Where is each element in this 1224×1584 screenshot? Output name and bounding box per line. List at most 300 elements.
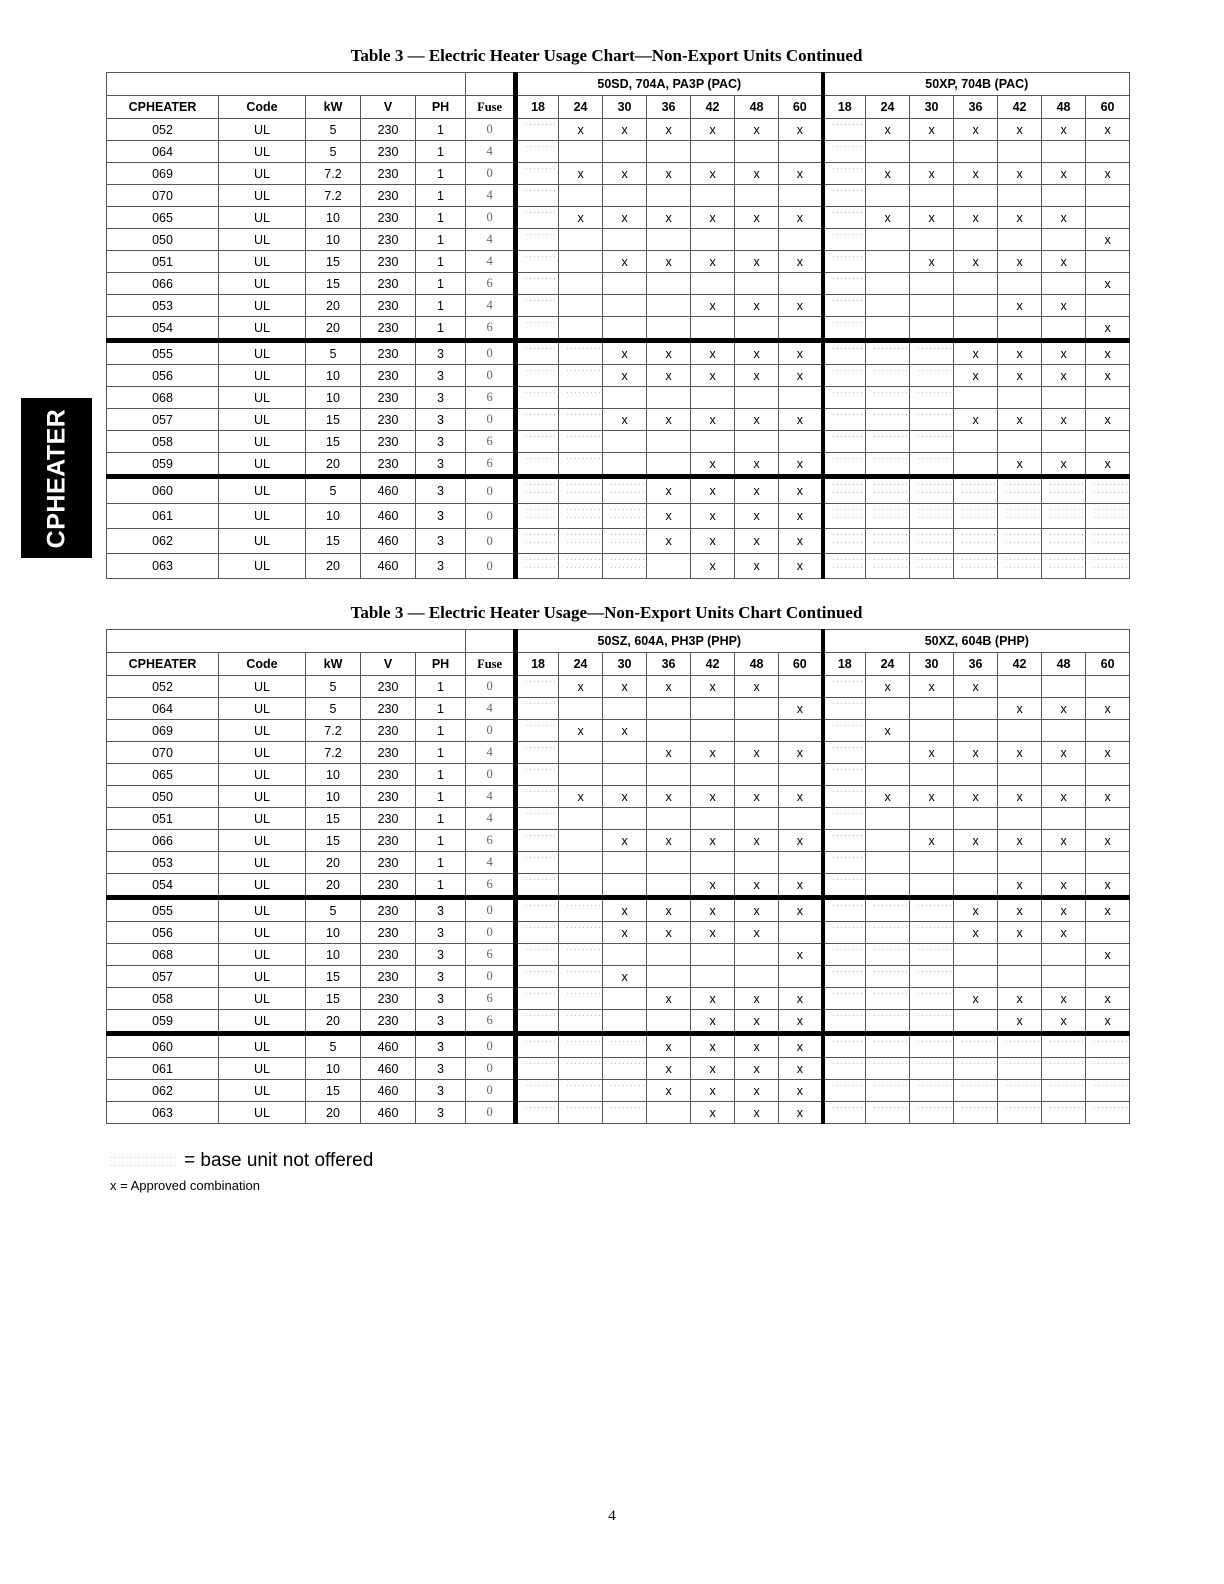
approved-mark: x xyxy=(954,365,998,387)
empty-cell xyxy=(1042,387,1086,409)
empty-cell xyxy=(559,698,603,720)
approved-mark: x xyxy=(998,409,1042,431)
heater-cell: 062 xyxy=(107,529,219,554)
approved-mark: x xyxy=(603,207,647,229)
not-offered-cell xyxy=(910,1102,954,1124)
kw-cell: 5 xyxy=(306,477,361,504)
kw-cell: 5 xyxy=(306,1034,361,1058)
approved-mark: x xyxy=(691,504,735,529)
phase-cell: 1 xyxy=(416,764,466,786)
empty-cell xyxy=(779,764,823,786)
group-a-header: 50SD, 704A, PA3P (PAC) xyxy=(516,73,823,96)
not-offered-cell xyxy=(823,295,866,317)
approved-mark: x xyxy=(735,207,779,229)
volt-cell: 230 xyxy=(361,676,416,698)
approved-mark: x xyxy=(998,742,1042,764)
column-header: 42 xyxy=(998,96,1042,119)
approved-mark: x xyxy=(647,830,691,852)
kw-cell: 10 xyxy=(306,1058,361,1080)
not-offered-cell xyxy=(516,1058,559,1080)
fuse-cell: 4 xyxy=(466,698,516,720)
section-side-tab xyxy=(21,398,92,558)
code-cell: UL xyxy=(219,720,306,742)
table-row xyxy=(107,808,1130,830)
header-blank-fuse xyxy=(466,73,516,96)
empty-cell xyxy=(954,185,998,207)
approved-mark: x xyxy=(779,898,823,922)
empty-cell xyxy=(559,273,603,295)
not-offered-cell xyxy=(910,1058,954,1080)
empty-cell xyxy=(866,830,910,852)
approved-mark: x xyxy=(691,874,735,898)
approved-mark: x xyxy=(603,409,647,431)
approved-mark: x xyxy=(647,119,691,141)
heater-cell: 063 xyxy=(107,1102,219,1124)
table-row xyxy=(107,786,1130,808)
not-offered-cell xyxy=(823,1010,866,1034)
volt-cell: 460 xyxy=(361,1058,416,1080)
approved-mark: x xyxy=(691,365,735,387)
approved-mark: x xyxy=(647,922,691,944)
approved-mark: x xyxy=(779,944,823,966)
empty-cell xyxy=(866,251,910,273)
code-cell: UL xyxy=(219,944,306,966)
empty-cell xyxy=(910,874,954,898)
table-row xyxy=(107,966,1130,988)
approved-mark: x xyxy=(735,365,779,387)
heater-cell: 065 xyxy=(107,764,219,786)
not-offered-cell xyxy=(954,504,998,529)
approved-mark: x xyxy=(779,251,823,273)
not-offered-cell xyxy=(910,504,954,529)
approved-mark: x xyxy=(998,119,1042,141)
fuse-cell: 6 xyxy=(466,988,516,1010)
not-offered-cell xyxy=(559,1102,603,1124)
approved-mark: x xyxy=(1086,365,1130,387)
not-offered-cell xyxy=(559,966,603,988)
heater-cell: 055 xyxy=(107,898,219,922)
empty-cell xyxy=(954,317,998,341)
not-offered-cell xyxy=(516,1010,559,1034)
column-header: 24 xyxy=(559,653,603,676)
not-offered-cell xyxy=(866,922,910,944)
approved-mark: x xyxy=(998,453,1042,477)
column-header: PH xyxy=(416,96,466,119)
table-row xyxy=(107,1034,1130,1058)
not-offered-cell xyxy=(1042,1034,1086,1058)
heater-cell: 053 xyxy=(107,295,219,317)
table-row xyxy=(107,720,1130,742)
heater-cell: 050 xyxy=(107,786,219,808)
not-offered-cell xyxy=(910,409,954,431)
not-offered-cell xyxy=(1086,477,1130,504)
approved-mark: x xyxy=(779,554,823,579)
approved-mark: x xyxy=(910,251,954,273)
not-offered-cell xyxy=(1042,1058,1086,1080)
not-offered-cell xyxy=(1042,477,1086,504)
not-offered-cell xyxy=(559,1034,603,1058)
volt-cell: 230 xyxy=(361,453,416,477)
not-offered-cell xyxy=(603,529,647,554)
volt-cell: 230 xyxy=(361,251,416,273)
empty-cell xyxy=(779,676,823,698)
kw-cell: 15 xyxy=(306,808,361,830)
table-row xyxy=(107,742,1130,764)
kw-cell: 7.2 xyxy=(306,163,361,185)
kw-cell: 15 xyxy=(306,251,361,273)
heater-cell: 054 xyxy=(107,317,219,341)
empty-cell xyxy=(603,764,647,786)
not-offered-cell xyxy=(516,808,559,830)
heater-cell: 057 xyxy=(107,966,219,988)
approved-mark: x xyxy=(954,163,998,185)
empty-cell xyxy=(603,1010,647,1034)
heater-cell: 061 xyxy=(107,504,219,529)
table-row xyxy=(107,341,1130,365)
fuse-cell: 0 xyxy=(466,676,516,698)
side-tab-label: CPHEATER xyxy=(42,408,71,548)
not-offered-cell xyxy=(823,341,866,365)
fuse-cell: 0 xyxy=(466,554,516,579)
empty-cell xyxy=(735,966,779,988)
volt-cell: 230 xyxy=(361,742,416,764)
empty-cell xyxy=(735,317,779,341)
not-offered-cell xyxy=(823,1102,866,1124)
code-cell: UL xyxy=(219,1010,306,1034)
volt-cell: 460 xyxy=(361,1080,416,1102)
not-offered-cell xyxy=(516,874,559,898)
approved-mark: x xyxy=(1042,1010,1086,1034)
approved-mark: x xyxy=(1042,453,1086,477)
approved-mark: x xyxy=(735,676,779,698)
approved-mark: x xyxy=(735,409,779,431)
empty-cell xyxy=(691,229,735,251)
approved-mark: x xyxy=(1086,786,1130,808)
empty-cell xyxy=(910,808,954,830)
code-cell: UL xyxy=(219,273,306,295)
empty-cell xyxy=(559,229,603,251)
approved-mark: x xyxy=(691,251,735,273)
approved-mark: x xyxy=(779,295,823,317)
approved-mark: x xyxy=(647,163,691,185)
not-offered-cell xyxy=(910,365,954,387)
not-offered-cell xyxy=(954,1058,998,1080)
empty-cell xyxy=(910,720,954,742)
legend xyxy=(110,1150,373,1193)
approved-mark: x xyxy=(1042,295,1086,317)
code-cell: UL xyxy=(219,852,306,874)
code-cell: UL xyxy=(219,295,306,317)
empty-cell xyxy=(779,852,823,874)
fuse-cell: 4 xyxy=(466,852,516,874)
phase-cell: 3 xyxy=(416,477,466,504)
fuse-cell: 4 xyxy=(466,141,516,163)
empty-cell xyxy=(691,852,735,874)
approved-mark: x xyxy=(1086,698,1130,720)
approved-mark: x xyxy=(691,529,735,554)
column-header: 18 xyxy=(823,96,866,119)
approved-mark: x xyxy=(998,1010,1042,1034)
table-row xyxy=(107,317,1130,341)
heater-cell: 056 xyxy=(107,365,219,387)
not-offered-cell xyxy=(910,431,954,453)
column-header: CPHEATER xyxy=(107,653,219,676)
not-offered-cell xyxy=(516,676,559,698)
empty-cell xyxy=(647,764,691,786)
heater-cell: 069 xyxy=(107,720,219,742)
empty-cell xyxy=(647,1010,691,1034)
empty-cell xyxy=(1086,676,1130,698)
empty-cell xyxy=(779,808,823,830)
code-cell: UL xyxy=(219,676,306,698)
not-offered-cell xyxy=(866,341,910,365)
empty-cell xyxy=(779,922,823,944)
empty-cell xyxy=(910,185,954,207)
phase-cell: 3 xyxy=(416,1102,466,1124)
code-cell: UL xyxy=(219,988,306,1010)
volt-cell: 230 xyxy=(361,431,416,453)
approved-mark: x xyxy=(735,874,779,898)
volt-cell: 460 xyxy=(361,477,416,504)
phase-cell: 3 xyxy=(416,341,466,365)
fuse-cell: 4 xyxy=(466,786,516,808)
volt-cell: 230 xyxy=(361,365,416,387)
empty-cell xyxy=(779,273,823,295)
approved-mark: x xyxy=(779,1010,823,1034)
column-header: 48 xyxy=(735,96,779,119)
empty-cell xyxy=(735,141,779,163)
empty-cell xyxy=(998,852,1042,874)
empty-cell xyxy=(691,698,735,720)
code-cell: UL xyxy=(219,365,306,387)
empty-cell xyxy=(1042,185,1086,207)
empty-cell xyxy=(691,720,735,742)
not-offered-cell xyxy=(910,988,954,1010)
empty-cell xyxy=(559,742,603,764)
not-offered-cell xyxy=(516,898,559,922)
volt-cell: 230 xyxy=(361,944,416,966)
empty-cell xyxy=(1086,852,1130,874)
column-header: 42 xyxy=(691,653,735,676)
volt-cell: 230 xyxy=(361,317,416,341)
table-row xyxy=(107,922,1130,944)
not-offered-cell xyxy=(866,1102,910,1124)
code-cell: UL xyxy=(219,251,306,273)
empty-cell xyxy=(603,742,647,764)
not-offered-cell xyxy=(866,409,910,431)
empty-cell xyxy=(603,852,647,874)
approved-mark: x xyxy=(603,341,647,365)
empty-cell xyxy=(559,852,603,874)
header-blank xyxy=(107,630,466,653)
empty-cell xyxy=(779,185,823,207)
approved-mark: x xyxy=(1042,341,1086,365)
empty-cell xyxy=(866,742,910,764)
empty-cell xyxy=(691,431,735,453)
approved-mark: x xyxy=(779,830,823,852)
approved-mark: x xyxy=(1086,453,1130,477)
not-offered-cell xyxy=(823,852,866,874)
not-offered-cell xyxy=(866,1058,910,1080)
not-offered-cell xyxy=(559,431,603,453)
phase-cell: 1 xyxy=(416,207,466,229)
approved-mark: x xyxy=(603,898,647,922)
approved-mark: x xyxy=(998,874,1042,898)
table-row xyxy=(107,874,1130,898)
kw-cell: 10 xyxy=(306,387,361,409)
fuse-cell: 0 xyxy=(466,207,516,229)
approved-mark: x xyxy=(1086,341,1130,365)
heater-usage-table xyxy=(106,72,1130,579)
empty-cell xyxy=(1042,273,1086,295)
phase-cell: 1 xyxy=(416,874,466,898)
not-offered-cell xyxy=(954,554,998,579)
approved-mark: x xyxy=(779,207,823,229)
approved-mark: x xyxy=(998,295,1042,317)
fuse-cell: 0 xyxy=(466,720,516,742)
approved-mark: x xyxy=(691,898,735,922)
not-offered-cell xyxy=(910,944,954,966)
not-offered-cell xyxy=(823,273,866,295)
code-cell: UL xyxy=(219,786,306,808)
empty-cell xyxy=(910,229,954,251)
empty-cell xyxy=(603,431,647,453)
empty-cell xyxy=(603,698,647,720)
code-cell: UL xyxy=(219,431,306,453)
not-offered-cell xyxy=(823,830,866,852)
fuse-cell: 0 xyxy=(466,966,516,988)
fuse-cell: 4 xyxy=(466,295,516,317)
not-offered-cell xyxy=(516,273,559,295)
approved-mark: x xyxy=(735,742,779,764)
column-header: 30 xyxy=(603,96,647,119)
not-offered-cell xyxy=(823,874,866,898)
empty-cell xyxy=(998,944,1042,966)
phase-cell: 3 xyxy=(416,944,466,966)
not-offered-cell xyxy=(559,1080,603,1102)
volt-cell: 230 xyxy=(361,922,416,944)
column-header: V xyxy=(361,653,416,676)
fuse-cell: 0 xyxy=(466,1058,516,1080)
phase-cell: 1 xyxy=(416,251,466,273)
empty-cell xyxy=(954,295,998,317)
empty-cell xyxy=(866,317,910,341)
code-cell: UL xyxy=(219,808,306,830)
empty-cell xyxy=(954,229,998,251)
not-offered-cell xyxy=(823,742,866,764)
not-offered-cell xyxy=(823,365,866,387)
approved-mark: x xyxy=(779,529,823,554)
table-2-title: Table 3 — Electric Heater Usage—Non-Export Units Chart Continued xyxy=(350,603,863,622)
table-row xyxy=(107,185,1130,207)
not-offered-cell xyxy=(559,922,603,944)
approved-mark: x xyxy=(603,922,647,944)
column-header: PH xyxy=(416,653,466,676)
approved-mark: x xyxy=(910,163,954,185)
not-offered-cell xyxy=(866,988,910,1010)
approved-mark: x xyxy=(779,1102,823,1124)
not-offered-cell xyxy=(516,251,559,273)
not-offered-cell xyxy=(516,141,559,163)
approved-mark: x xyxy=(866,207,910,229)
approved-mark: x xyxy=(779,504,823,529)
approved-mark: x xyxy=(866,119,910,141)
code-cell: UL xyxy=(219,922,306,944)
column-header: 18 xyxy=(516,96,559,119)
kw-cell: 20 xyxy=(306,554,361,579)
column-header: Fuse xyxy=(466,653,516,676)
heater-cell: 058 xyxy=(107,431,219,453)
not-offered-cell xyxy=(516,387,559,409)
not-offered-cell xyxy=(954,1102,998,1124)
approved-mark: x xyxy=(954,676,998,698)
approved-mark: x xyxy=(1042,922,1086,944)
empty-cell xyxy=(954,141,998,163)
not-offered-cell xyxy=(516,1034,559,1058)
approved-mark: x xyxy=(647,1058,691,1080)
volt-cell: 230 xyxy=(361,295,416,317)
code-cell: UL xyxy=(219,341,306,365)
table-row xyxy=(107,554,1130,579)
table-row xyxy=(107,529,1130,554)
approved-mark: x xyxy=(1086,988,1130,1010)
legend-not-offered xyxy=(110,1150,373,1172)
heater-cell: 060 xyxy=(107,477,219,504)
kw-cell: 7.2 xyxy=(306,720,361,742)
empty-cell xyxy=(1042,317,1086,341)
empty-cell xyxy=(691,387,735,409)
not-offered-cell xyxy=(559,988,603,1010)
not-offered-cell xyxy=(559,387,603,409)
approved-mark: x xyxy=(647,477,691,504)
empty-cell xyxy=(1042,808,1086,830)
approved-mark: x xyxy=(1086,1010,1130,1034)
approved-mark: x xyxy=(954,898,998,922)
not-offered-cell xyxy=(823,786,866,808)
not-offered-cell xyxy=(559,341,603,365)
code-cell: UL xyxy=(219,141,306,163)
approved-mark: x xyxy=(910,207,954,229)
not-offered-cell xyxy=(910,341,954,365)
column-header: 36 xyxy=(647,96,691,119)
table-row xyxy=(107,295,1130,317)
table-row xyxy=(107,898,1130,922)
kw-cell: 5 xyxy=(306,141,361,163)
kw-cell: 15 xyxy=(306,529,361,554)
table-row xyxy=(107,409,1130,431)
not-offered-cell xyxy=(998,1102,1042,1124)
fuse-cell: 0 xyxy=(466,1102,516,1124)
empty-cell xyxy=(910,764,954,786)
not-offered-cell xyxy=(910,922,954,944)
volt-cell: 230 xyxy=(361,141,416,163)
table-row xyxy=(107,944,1130,966)
code-cell: UL xyxy=(219,1080,306,1102)
not-offered-cell xyxy=(823,529,866,554)
not-offered-cell xyxy=(603,1058,647,1080)
not-offered-cell xyxy=(998,1034,1042,1058)
not-offered-cell xyxy=(910,554,954,579)
phase-cell: 3 xyxy=(416,1058,466,1080)
approved-mark: x xyxy=(998,251,1042,273)
kw-cell: 20 xyxy=(306,1010,361,1034)
empty-cell xyxy=(1042,966,1086,988)
empty-cell xyxy=(1042,229,1086,251)
kw-cell: 15 xyxy=(306,830,361,852)
approved-mark: x xyxy=(779,477,823,504)
heater-cell: 066 xyxy=(107,830,219,852)
volt-cell: 230 xyxy=(361,207,416,229)
